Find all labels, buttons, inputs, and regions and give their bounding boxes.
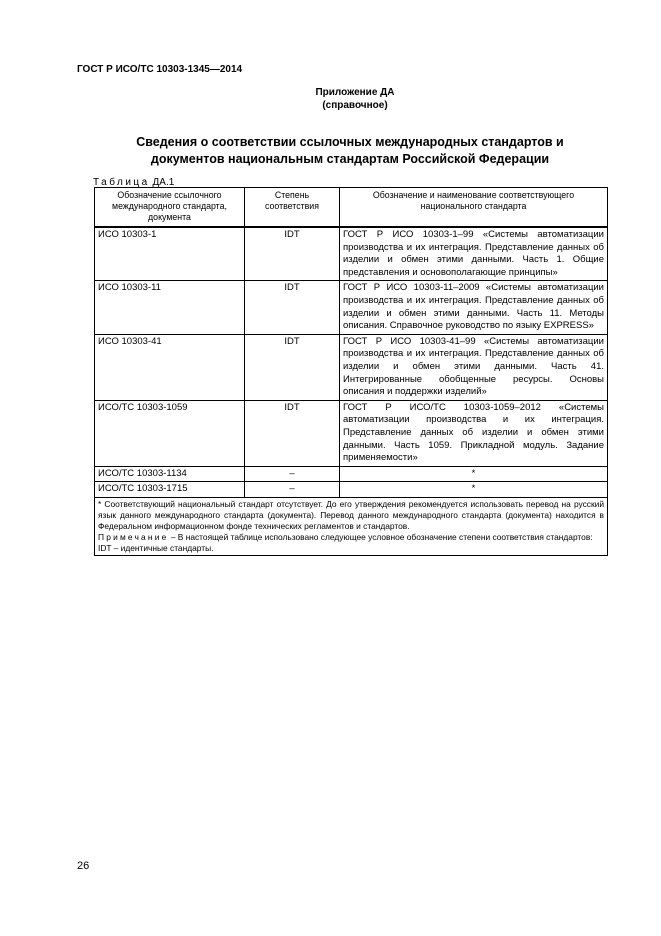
cell-national-standard: * [340, 482, 608, 498]
cell-international-standard: ИСО 10303-1 [95, 227, 245, 281]
note-text: – В настоящей таблице использовано следующее условное обозначение степени соответствия стандартов: [170, 531, 593, 542]
cell-national-standard: ГОСТ Р ИСО 10303-41–99 «Системы автоматизации производства и их интеграция. Представление данных об изделии и обмен этими данными. Часть 41. Интегрированные обобщенные ресурсы. Основы описания и поддержки изделий» [340, 334, 608, 400]
column-header-national-standard: Обозначение и наименование соответствующего национального стандарта [340, 188, 608, 228]
table-row [95, 466, 608, 482]
document-code-header: ГОСТ Р ИСО/ТС 10303-1345—2014 [77, 64, 243, 75]
note-label: Примечание [98, 531, 169, 542]
cell-degree: – [245, 466, 340, 482]
cell-international-standard: ИСО/ТС 10303-1059 [95, 400, 245, 466]
cell-national-standard: ГОСТ Р ИСО 10303-11–2009 «Системы автоматизации производства и их интеграция. Представление данных об изделии и обмен этими данными. Часть 11. Методы описания. Справочное руководство по языку EXPRESS» [340, 281, 608, 334]
cell-international-standard: ИСО 10303-41 [95, 334, 245, 400]
cell-national-standard: ГОСТ Р ИСО/ТС 10303-1059–2012 «Системы автоматизации производства и их интеграция. Представление данных об изделии и обмен этими данными. Часть 1059. Прикладной модуль. Задание применяемости» [340, 400, 608, 466]
page-number: 26 [77, 860, 90, 872]
cell-international-standard: ИСО/ТС 10303-1715 [95, 482, 245, 498]
table-footnote-cell [95, 497, 608, 555]
cell-international-standard: ИСО 10303-11 [95, 281, 245, 334]
table-row [95, 334, 608, 400]
table-row [95, 281, 608, 334]
cell-degree: IDT [245, 334, 340, 400]
cell-degree: IDT [245, 227, 340, 281]
cell-degree: IDT [245, 400, 340, 466]
cell-international-standard: ИСО/ТС 10303-1134 [95, 466, 245, 482]
note-paragraph [98, 532, 604, 543]
cell-national-standard: ГОСТ Р ИСО 10303-1–99 «Системы автоматизации производства и их интеграция. Представление данных об изделии и обмен этими данными. Часть 1. Общие представления и основополагающие принципы» [340, 227, 608, 281]
annex-subtitle: (справочное) [322, 100, 388, 111]
cell-national-standard: * [340, 466, 608, 482]
correspondence-table [94, 187, 608, 556]
table-header-row [95, 188, 608, 228]
table-footer-row [95, 497, 608, 555]
table-row [95, 227, 608, 281]
column-header-degree: Степень соответствия [245, 188, 340, 228]
legend-text: IDT – идентичные стандарты. [98, 542, 214, 553]
table-caption-number: ДА.1 [152, 177, 175, 188]
cell-degree: IDT [245, 281, 340, 334]
section-heading-line-2: документов национальным стандартам Российской Федерации [150, 152, 550, 166]
section-heading-line-1: Сведения о соответствии ссылочных международных стандартов и [136, 135, 564, 149]
table-row [95, 482, 608, 498]
table-row [95, 400, 608, 466]
table-caption-prefix: Таблица [93, 177, 150, 188]
footnote-text: * Соответствующий национальный стандарт отсутствует. До его утверждения рекомендуется использовать перевод на русский язык данного международного стандарта (документа). Перевод данного международного стандарта (документа) находится в Федеральном информационном фонде технических регламентов и стандартов. [98, 498, 604, 531]
column-header-international-standard: Обозначение ссылочного международного стандарта, документа [95, 188, 245, 228]
annex-title-block [300, 86, 410, 112]
annex-title: Приложение ДА [315, 87, 395, 98]
cell-degree: – [245, 482, 340, 498]
section-heading [90, 134, 610, 168]
